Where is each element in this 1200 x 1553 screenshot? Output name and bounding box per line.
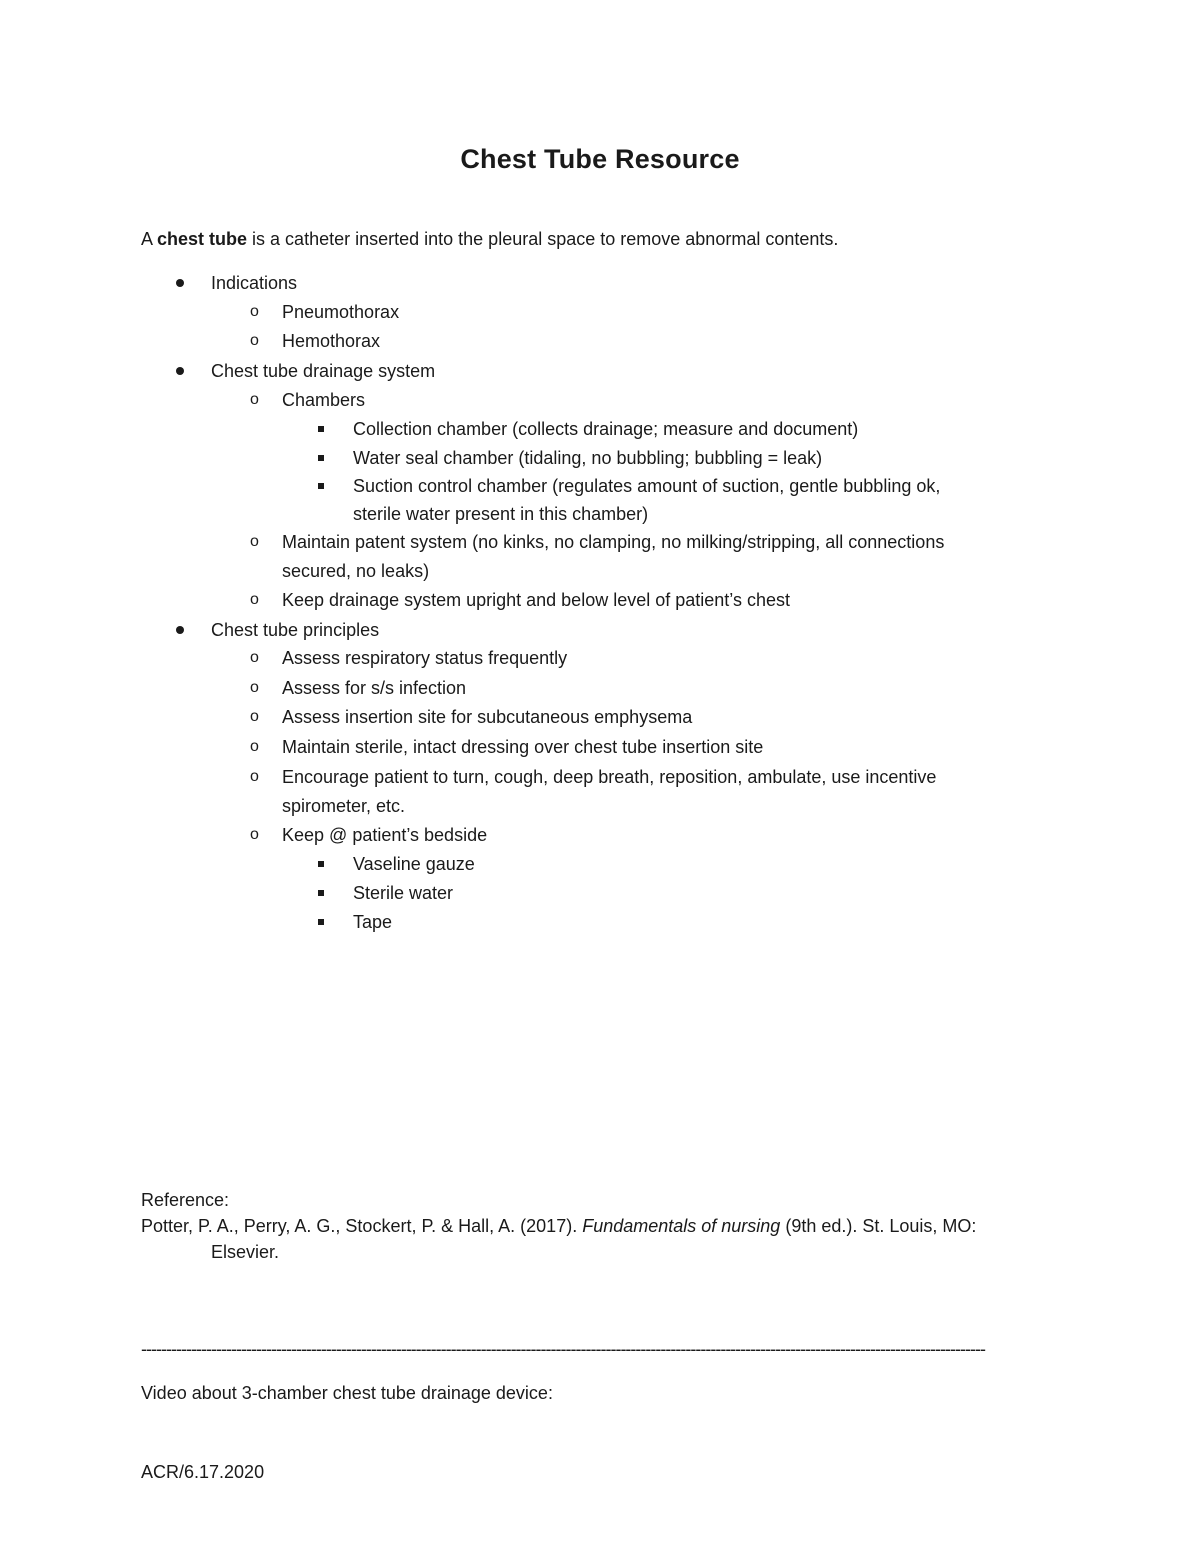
circle-bullet-icon: o — [250, 533, 259, 550]
circle-bullet-icon: o — [250, 303, 259, 320]
intro-bold-term: chest tube — [157, 229, 248, 249]
list-item-continuation: spirometer, etc. — [282, 796, 406, 816]
reference-edition: (9th ed.). St. Louis, MO: — [780, 1216, 977, 1236]
list-item: Assess insertion site for subcutaneous emphysema — [282, 707, 693, 727]
list-item: Tape — [353, 912, 393, 932]
bullet-icon — [176, 626, 184, 634]
intro-paragraph — [141, 227, 838, 251]
reference-book-title: Fundamentals of nursing — [582, 1216, 781, 1236]
list-item: Assess respiratory status frequently — [282, 648, 568, 668]
list-item: Maintain sterile, intact dressing over chest tube insertion site — [282, 737, 764, 757]
circle-bullet-icon: o — [250, 679, 259, 696]
list-item: Pneumothorax — [282, 302, 400, 322]
bullet-icon — [176, 279, 184, 287]
circle-bullet-icon: o — [250, 768, 259, 785]
bullet-icon — [176, 367, 184, 375]
reference-publisher: Elsevier. — [211, 1242, 280, 1262]
circle-bullet-icon: o — [250, 826, 259, 843]
outline-indications-label: Indications — [211, 273, 298, 293]
reference-authors: Potter, P. A., Perry, A. G., Stockert, P. & Hall, A. (2017). — [141, 1216, 583, 1236]
square-bullet-icon — [318, 861, 324, 867]
divider-line: ------------------------------------------------------------------------------------------------------------------------------------------------------------------------- — [141, 1339, 986, 1359]
list-item: Vaseline gauze — [353, 854, 475, 874]
outline-principles-label: Chest tube principles — [211, 620, 380, 640]
list-item: Water seal chamber (tidaling, no bubbling; bubbling = leak) — [353, 448, 823, 468]
list-item-continuation: sterile water present in this chamber) — [353, 504, 649, 524]
intro-prefix: A — [141, 229, 158, 249]
circle-bullet-icon: o — [250, 708, 259, 725]
circle-bullet-icon: o — [250, 391, 259, 408]
list-item: Maintain patent system (no kinks, no clamping, no milking/stripping, all connections — [282, 532, 945, 552]
list-item: Suction control chamber (regulates amount of suction, gentle bubbling ok, — [353, 476, 941, 496]
list-item: Chambers — [282, 390, 366, 410]
list-item: Collection chamber (collects drainage; measure and document) — [353, 419, 859, 439]
intro-rest: is a catheter inserted into the pleural space to remove abnormal contents. — [247, 229, 839, 249]
reference-citation — [141, 1214, 976, 1238]
square-bullet-icon — [318, 919, 324, 925]
circle-bullet-icon: o — [250, 649, 259, 666]
list-item: Assess for s/s infection — [282, 678, 467, 698]
list-item: Sterile water — [353, 883, 454, 903]
list-item: Hemothorax — [282, 331, 381, 351]
list-item: Keep @ patient’s bedside — [282, 825, 488, 845]
list-item-continuation: secured, no leaks) — [282, 561, 430, 581]
square-bullet-icon — [318, 890, 324, 896]
list-item: Encourage patient to turn, cough, deep breath, reposition, ambulate, use incentive — [282, 767, 937, 787]
square-bullet-icon — [318, 426, 324, 432]
square-bullet-icon — [318, 455, 324, 461]
outline-drainage-label: Chest tube drainage system — [211, 361, 436, 381]
list-item: Keep drainage system upright and below level of patient’s chest — [282, 590, 790, 610]
reference-heading: Reference: — [141, 1190, 230, 1210]
square-bullet-icon — [318, 483, 324, 489]
video-label: Video about 3-chamber chest tube drainage device: — [141, 1383, 553, 1403]
page-title: Chest Tube Resource — [460, 144, 740, 174]
circle-bullet-icon: o — [250, 332, 259, 349]
footer-initials-date: ACR/6.17.2020 — [141, 1462, 265, 1482]
circle-bullet-icon: o — [250, 738, 259, 755]
circle-bullet-icon: o — [250, 591, 259, 608]
